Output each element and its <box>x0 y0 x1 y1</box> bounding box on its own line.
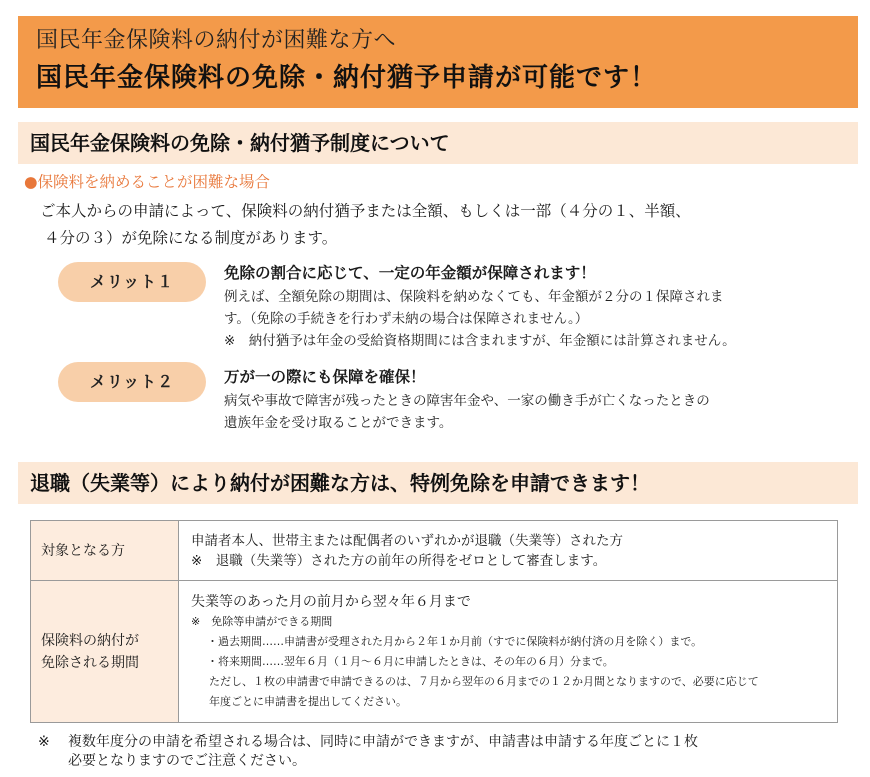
merit2-badge: メリット２ <box>58 362 206 402</box>
merit2-title: 万が一の際にも保障を確保！ <box>224 368 426 386</box>
section1-subtitle: ●保険料を納めることが困難な場合 <box>24 173 271 191</box>
merit2-body: 病気や事故で障害が残ったときの障害年金や、一家の働き手が亡くなったときの <box>224 393 710 409</box>
merit1-badge: メリット１ <box>58 262 206 302</box>
content-line: 失業等のあった月の前月から翌々年６月まで <box>191 593 471 610</box>
section2-heading: 退職（失業等）により納付が困難な方は、特例免除を申請できます！ <box>18 462 858 504</box>
merit1-body: す。（免除の手続きを行わず未納の場合は保障されません。） <box>224 311 589 327</box>
footnote-mark: ※ <box>38 734 50 750</box>
content-note: ただし、１枚の申請書で申請できるのは、７月から翌年の６月までの１２か月間となりますので、必要に応じて <box>209 674 759 688</box>
banner-subtitle: 国民年金保険料の納付が困難な方へ <box>36 28 397 53</box>
footnote-line: 必要となりますのでご注意ください。 <box>68 753 306 769</box>
section1-heading: 国民年金保険料の免除・納付猶予制度について <box>18 122 858 164</box>
row-content <box>179 581 838 723</box>
merit2-block <box>224 364 844 434</box>
merit1-title: 免除の割合に応じて、一定の年金額が保障されます！ <box>224 264 596 282</box>
row-content <box>179 521 838 581</box>
intro-line: ４分の３）が免除になる制度があります。 <box>44 229 338 247</box>
table-row <box>31 521 838 581</box>
banner-title: 国民年金保険料の免除・納付猶予申請が可能です！ <box>36 63 658 93</box>
merit2-body: 遺族年金を受け取ることができます。 <box>224 415 453 431</box>
title-banner <box>18 16 858 108</box>
content-note: ・過去期間……申請書が受理された月から２年１か月前（すでに保険料が納付済の月を除く）まで。 <box>207 634 703 648</box>
content-note: ・将来期間……翌年６月（１月～６月に申請したときは、その年の６月）分まで。 <box>207 654 614 668</box>
content-note: ※ 免除等申請ができる期間 <box>191 614 333 628</box>
merit1-body: 例えば、全額免除の期間は、保険料を納めなくても、年金額が２分の１保障されま <box>224 289 724 305</box>
footnote <box>38 733 848 771</box>
table-row <box>31 581 838 723</box>
intro-line: ご本人からの申請によって、保険料の納付猶予または全額、もしくは一部（４分の１、半額、 <box>40 202 691 220</box>
row-label-line: 保険料の納付が <box>41 632 139 649</box>
content-line: 申請者本人、世帯主または配偶者のいずれかが退職（失業等）された方 <box>191 532 623 549</box>
merit1-note: ※ 納付猶予は年金の受給資格期間には含まれますが、年金額には計算されません。 <box>224 333 736 349</box>
merit1-block <box>224 260 844 352</box>
row-label-line: 免除される期間 <box>41 654 139 671</box>
section1-intro <box>40 198 840 252</box>
row-label <box>31 581 179 723</box>
content-line: ※ 退職（失業等）された方の前年の所得をゼロとして審査します。 <box>191 552 607 569</box>
footnote-line <box>38 733 848 752</box>
row-label: 対象となる方 <box>31 521 179 581</box>
exemption-table <box>30 520 838 723</box>
footnote-text: 複数年度分の申請を希望される場合は、同時に申請ができますが、申請書は申請する年度ごとに１枚 <box>68 734 698 750</box>
content-note: 年度ごとに申請書を提出してください。 <box>209 694 407 708</box>
